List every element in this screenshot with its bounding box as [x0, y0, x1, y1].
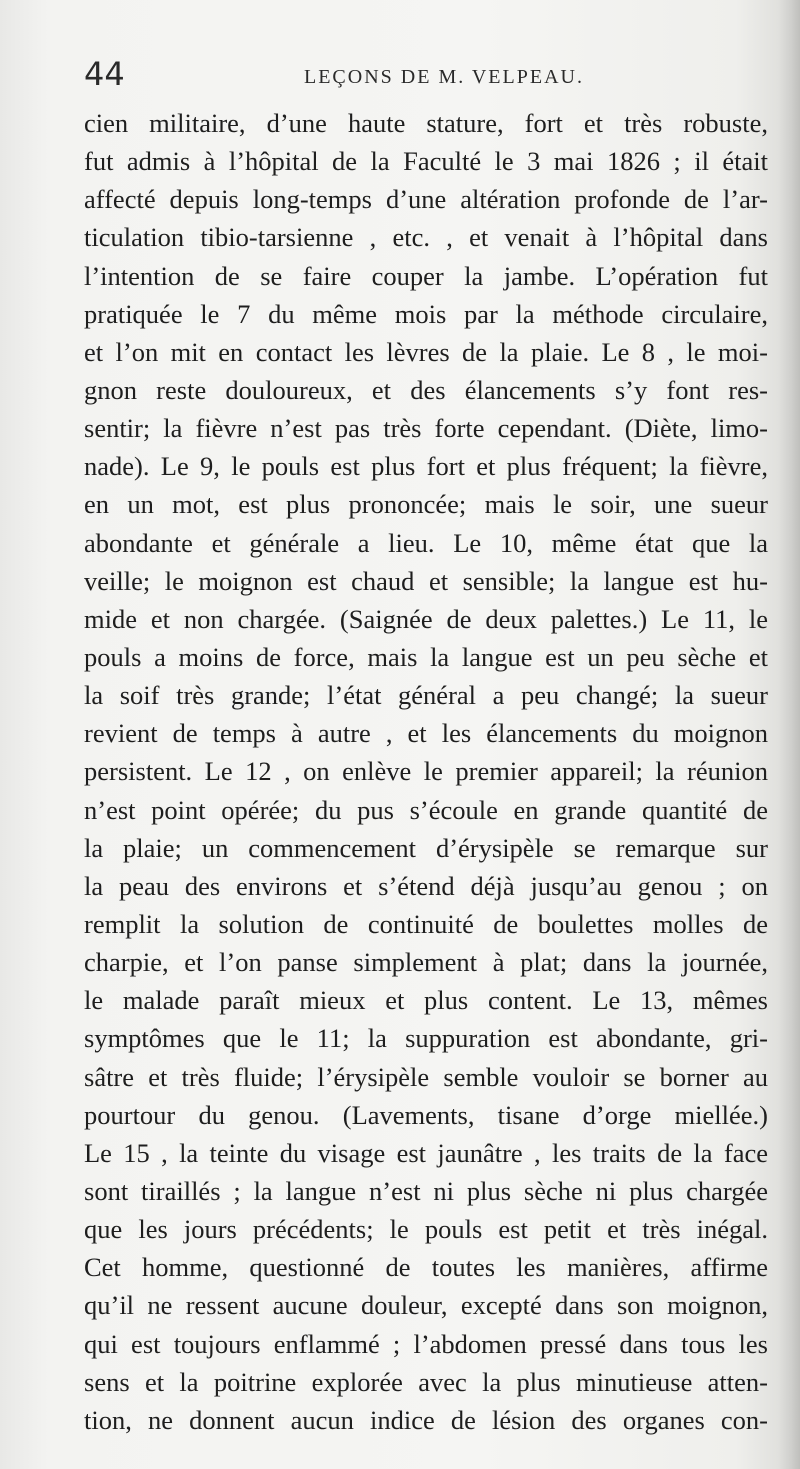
- text-line: qui est toujours enflammé ; l’abdomen pressé dans tous les: [84, 1328, 768, 1359]
- text-line: abondante et générale a lieu. Le 10, même état que la: [84, 527, 768, 558]
- body-text: [84, 104, 768, 1439]
- text-line: sens et la poitrine explorée avec la plus minutieuse atten-: [84, 1366, 768, 1397]
- text-line: en un mot, est plus prononcée; mais le soir, une sueur: [84, 489, 768, 520]
- text-line: sentir; la fièvre n’est pas très forte cependant. (Diète, limo-: [84, 413, 768, 444]
- text-line: tion, ne donnent aucun indice de lésion des organes con-: [84, 1404, 768, 1435]
- text-line: persistent. Le 12 , on enlève le premier appareil; la réunion: [84, 756, 768, 787]
- text-line: le malade paraît mieux et plus content. Le 13, mêmes: [84, 985, 768, 1016]
- text-line: gnon reste douloureux, et des élancements s’y font res-: [84, 374, 768, 405]
- page-edge-shadow: [778, 0, 800, 1469]
- text-line: qu’il ne ressent aucune douleur, excepté dans son moignon,: [84, 1290, 768, 1321]
- page-header: [84, 55, 766, 98]
- text-line: pourtour du genou. (Lavements, tisane d’orge miellée.): [84, 1099, 768, 1130]
- text-line: pratiquée le 7 du même mois par la méthode circulaire,: [84, 298, 768, 329]
- text-line: Le 15 , la teinte du visage est jaunâtre , les traits de la face: [84, 1137, 768, 1168]
- text-line: la soif très grande; l’état général a peu changé; la sueur: [84, 680, 768, 711]
- text-line: ticulation tibio-tarsienne , etc. , et venait à l’hôpital dans: [84, 222, 768, 253]
- text-line: symptômes que le 11; la suppuration est abondante, gri-: [84, 1023, 768, 1054]
- text-line: la peau des environs et s’étend déjà jusqu’au genou ; on: [84, 870, 768, 901]
- text-line: revient de temps à autre , et les élancements du moignon: [84, 718, 768, 749]
- page-number: 44: [84, 55, 125, 93]
- text-line: fut admis à l’hôpital de la Faculté le 3 mai 1826 ; il était: [84, 146, 768, 177]
- text-line: remplit la solution de continuité de boulettes molles de: [84, 908, 768, 939]
- text-line: sâtre et très fluide; l’érysipèle semble vouloir se borner au: [84, 1061, 768, 1092]
- text-line: que les jours précédents; le pouls est petit et très inégal.: [84, 1214, 768, 1245]
- text-line: veille; le moignon est chaud et sensible; la langue est hu-: [84, 565, 768, 596]
- text-line: la plaie; un commencement d’érysipèle se remarque sur: [84, 832, 768, 863]
- text-line: Cet homme, questionné de toutes les manières, affirme: [84, 1252, 768, 1283]
- text-line: cien militaire, d’une haute stature, fort et très robuste,: [84, 108, 768, 138]
- text-line: mide et non chargée. (Saignée de deux palettes.) Le 11, le: [84, 603, 768, 634]
- text-line: pouls a moins de force, mais la langue est un peu sèche et: [84, 641, 768, 672]
- text-line: nade). Le 9, le pouls est plus fort et plus fréquent; la fièvre,: [84, 451, 768, 482]
- text-line: charpie, et l’on panse simplement à plat; dans la journée,: [84, 947, 768, 978]
- text-line: sont tiraillés ; la langue n’est ni plus sèche ni plus chargée: [84, 1175, 768, 1206]
- text-line: n’est point opérée; du pus s’écoule en grande quantité de: [84, 794, 768, 825]
- text-line: et l’on mit en contact les lèvres de la plaie. Le 8 , le moi-: [84, 336, 768, 367]
- running-title: LEÇONS DE M. VELPEAU.: [304, 66, 584, 88]
- text-line: l’intention de se faire couper la jambe. L’opération fut: [84, 260, 768, 291]
- text-line: affecté depuis long-temps d’une altération profonde de l’ar-: [84, 184, 768, 215]
